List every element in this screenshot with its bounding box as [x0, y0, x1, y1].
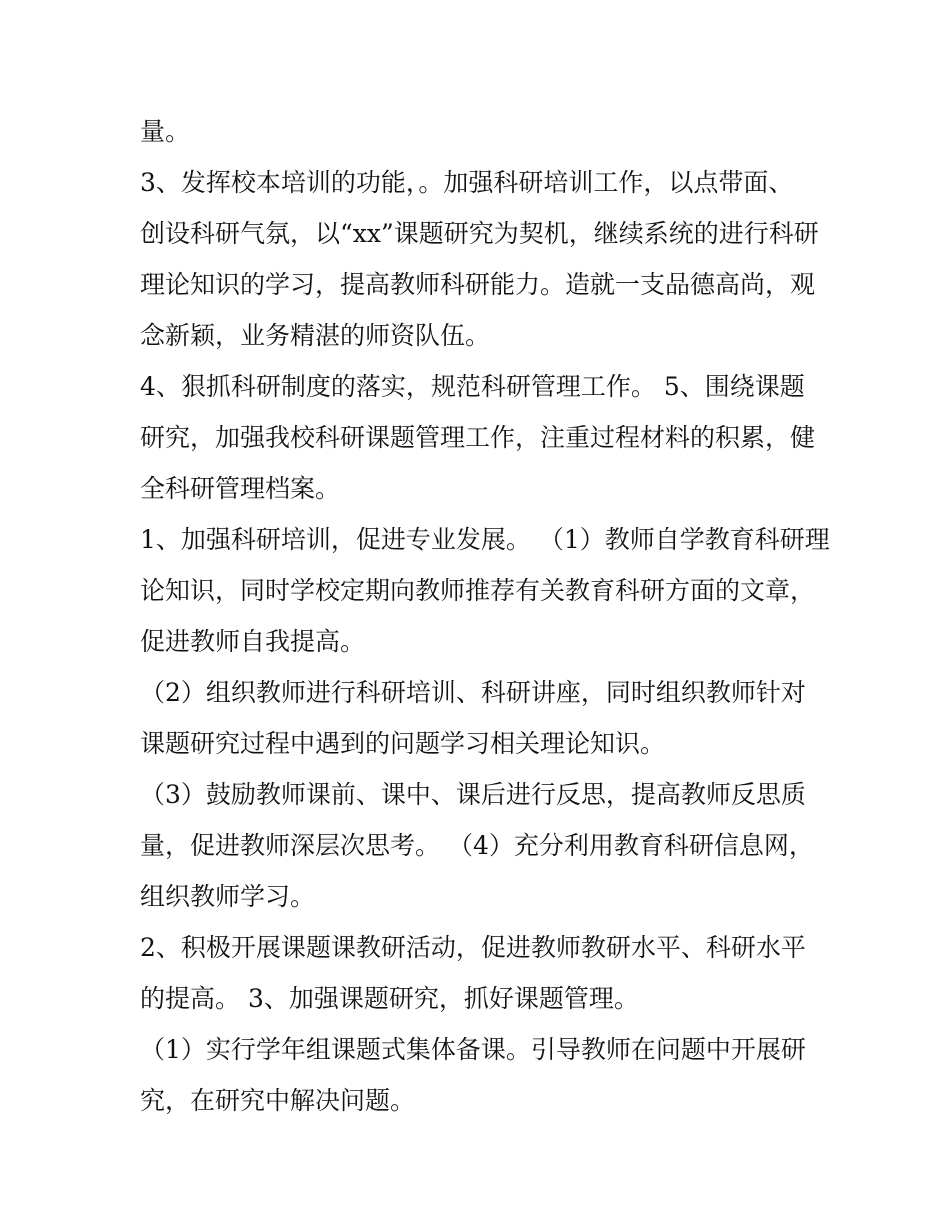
text-line: 1、加强科研培训，促进专业发展。 （1）教师自学教育科研理 [140, 525, 830, 554]
paragraph-lesson-prep [140, 1024, 820, 1126]
paragraph-research-training [140, 514, 830, 667]
text-line: 课题研究过程中遇到的问题学习相关理论知识。 [140, 729, 666, 758]
paragraph-lectures [140, 667, 820, 769]
text-line: 创设科研气氛，以“xx”课题研究为契机，继续系统的进行科研 [140, 219, 819, 248]
text-line: 论知识，同时学校定期向教师推荐有关教育科研方面的文章， [140, 576, 816, 605]
text-line: （1）实行学年组课题式集体备课。引导教师在问题中开展研 [140, 1035, 806, 1064]
text-line: 量，促进教师深层次思考。 （4）充分利用教育科研信息网， [140, 831, 814, 860]
text-line: 理论知识的学习，提高教师科研能力。造就一支品德高尚，观 [140, 270, 816, 299]
paragraph-teaching-research [140, 922, 820, 1024]
paragraph-research-system [140, 361, 820, 514]
text-line: 促进教师自我提高。 [140, 627, 366, 656]
text-line: 量。 [140, 117, 191, 146]
paragraph-school-training [140, 157, 820, 361]
text-line: 全科研管理档案。 [140, 474, 341, 503]
text-line: （3）鼓励教师课前、课中、课后进行反思，提高教师反思质 [140, 780, 806, 809]
paragraph-continuation [140, 106, 820, 157]
document-body [140, 106, 830, 1126]
text-line: （2）组织教师进行科研培训、科研讲座，同时组织教师针对 [140, 678, 806, 707]
text-line: 组织教师学习。 [140, 882, 316, 911]
text-line: 念新颖，业务精湛的师资队伍。 [140, 321, 491, 350]
text-line: 4、狠抓科研制度的落实，规范科研管理工作。 5、围绕课题 [140, 372, 805, 401]
text-line: 究，在研究中解决问题。 [140, 1086, 416, 1115]
text-line: 研究，加强我校科研课题管理工作，注重过程材料的积累，健 [140, 423, 816, 452]
text-line: 3、发挥校本培训的功能，。加强科研培训工作，以点带面、 [140, 168, 794, 197]
text-line: 的提高。 3、加强课题研究，抓好课题管理。 [140, 984, 639, 1013]
text-line: 2、积极开展课题课教研活动，促进教师教研水平、科研水平 [140, 933, 806, 962]
paragraph-reflection [140, 769, 820, 922]
